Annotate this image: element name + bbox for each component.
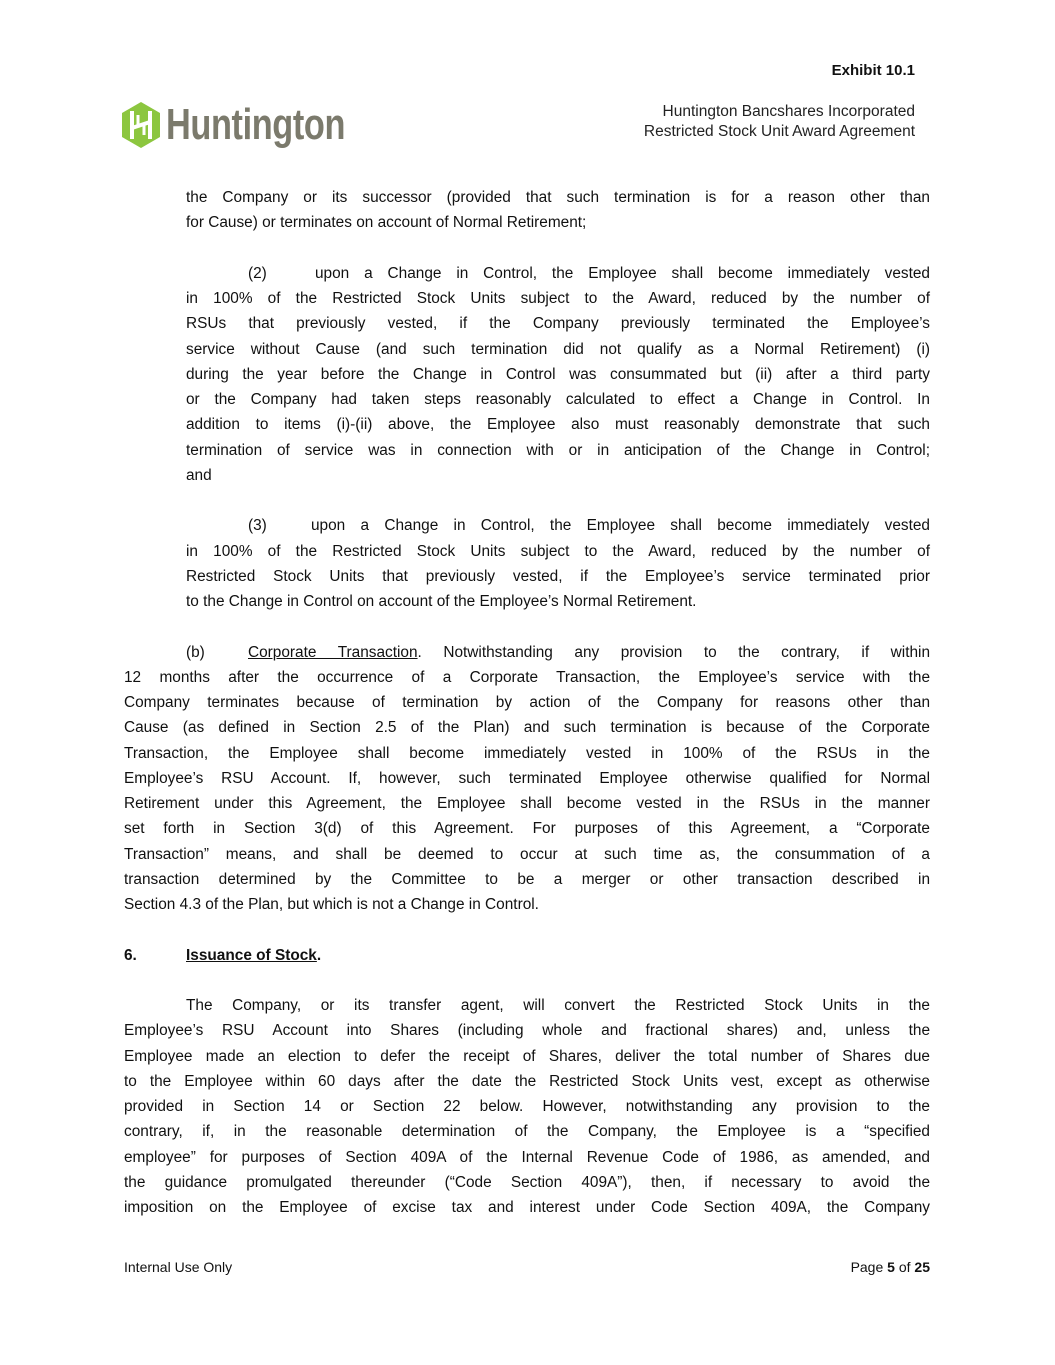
text-line: the Company or its successor (provided that such termination is for a reason other than [186, 189, 930, 206]
text-line: and [186, 466, 212, 484]
text-line: provided in Section 14 or Section 22 below. However, notwithstanding any provision to the [124, 1098, 930, 1115]
text-line: employee” for purposes of Section 409A of the Internal Revenue Code of 1986, as amended, and [124, 1148, 930, 1166]
text-line: Employee’s RSU Account. If, however, such terminated Employee otherwise qualified for Normal [124, 769, 930, 787]
text-line: Restricted Stock Units that previously vested, if the Employee’s service terminated prior [186, 567, 930, 585]
text-line: during the year before the Change in Control was consummated but (ii) after a third party [186, 365, 930, 383]
document-title: Restricted Stock Unit Award Agreement [643, 123, 915, 140]
text-line: Transaction, the Employee shall become immediately vested in 100% of the RSUs in the [124, 744, 930, 762]
text-line: imposition on the Employee of excise tax and interest under Code Section 409A, the Company [124, 1199, 930, 1216]
text-line: set forth in Section 3(d) of this Agreement. For purposes of this Agreement, a “Corporate [124, 820, 930, 838]
section-number: 6. [124, 946, 137, 964]
text-line: RSUs that previously vested, if the Company previously terminated the Employee’s [186, 315, 930, 333]
text-line: contrary, if, in the reasonable determination of the Company, the Employee is a “specified [124, 1123, 930, 1141]
text-line: Retirement under this Agreement, the Employee shall become vested in the RSUs in the manner [124, 795, 930, 812]
exhibit-label: Exhibit 10.1 [831, 62, 915, 79]
text-line: for Cause) or terminates on account of Normal Retirement; [186, 214, 587, 232]
page-total: 25 [914, 1259, 930, 1275]
text-line: the guidance promulgated thereunder (“Code Section 409A”), then, if necessary to avoid the [124, 1173, 930, 1191]
text-line: Transaction” means, and shall be deemed to occur at such time as, the consummation of a [124, 845, 930, 863]
text-line: transaction determined by the Committee to be a merger or other transaction described in [124, 870, 930, 888]
text-line [248, 513, 930, 538]
text-line: in 100% of the Restricted Stock Units subject to the Award, reduced by the number of [186, 290, 930, 307]
subsection-title: Corporate Transaction [248, 643, 418, 661]
item-number: (3) [248, 517, 267, 535]
section-title-period: . [316, 946, 322, 964]
text-line: to the Employee within 60 days after the date the Restricted Stock Units vest, except as otherwise [124, 1072, 930, 1090]
text-segment: upon a Change in Control, the Employee shall become immediately vested [315, 264, 930, 282]
text-line: 12 months after the occurrence of a Corporate Transaction, the Employee’s service with the [124, 668, 930, 686]
page-separator: of [894, 1259, 915, 1275]
company-name: Huntington Bancshares Incorporated [662, 103, 915, 120]
item-number: (b) [186, 643, 205, 661]
huntington-hexagon-icon [120, 101, 162, 149]
text-line: Employee made an election to defer the receipt of Shares, deliver the total number of Shares due [124, 1047, 930, 1065]
text-line: Employee’s RSU Account into Shares (including whole and fractional shares) and, unless the [124, 1022, 930, 1040]
text-line: termination of service was in connection with or in anticipation of the Change in Control; [186, 441, 930, 459]
logo-wordmark: Huntington [166, 100, 346, 149]
text-line: service without Cause (and such termination did not qualify as a Normal Retirement) (i) [186, 340, 930, 358]
text-line: in 100% of the Restricted Stock Units subject to the Award, reduced by the number of [186, 542, 930, 560]
text-line: The Company, or its transfer agent, will convert the Restricted Stock Units in the [186, 997, 930, 1014]
text-segment: . Notwithstanding any provision to the contrary, if within [417, 643, 931, 661]
page-number [851, 1259, 930, 1275]
text-line [186, 640, 931, 665]
text-segment: upon a Change in Control, the Employee shall become immediately vested [311, 517, 930, 535]
text-line: Section 4.3 of the Plan, but which is not a Change in Control. [124, 896, 539, 913]
text-line [248, 261, 930, 286]
huntington-logo [120, 100, 396, 150]
text-line: addition to items (i)-(ii) above, the Employee also must reasonably demonstrate that such [186, 416, 930, 434]
text-line: Cause (as defined in Section 2.5 of the Plan) and such termination is because of the Corporate [124, 719, 930, 737]
section-title: Issuance of Stock [186, 946, 317, 964]
item-number: (2) [248, 264, 267, 282]
section-heading [124, 943, 930, 968]
page-current: 5 [887, 1259, 895, 1275]
text-line: Company terminates because of termination by action of the Company for reasons other than [124, 694, 930, 711]
page-prefix: Page [850, 1259, 888, 1275]
document-body [0, 185, 1055, 1220]
footer-classification: Internal Use Only [124, 1259, 233, 1275]
text-line: to the Change in Control on account of the Employee’s Normal Retirement. [186, 593, 697, 610]
text-line: or the Company had taken steps reasonably calculated to effect a Change in Control. In [186, 391, 930, 408]
